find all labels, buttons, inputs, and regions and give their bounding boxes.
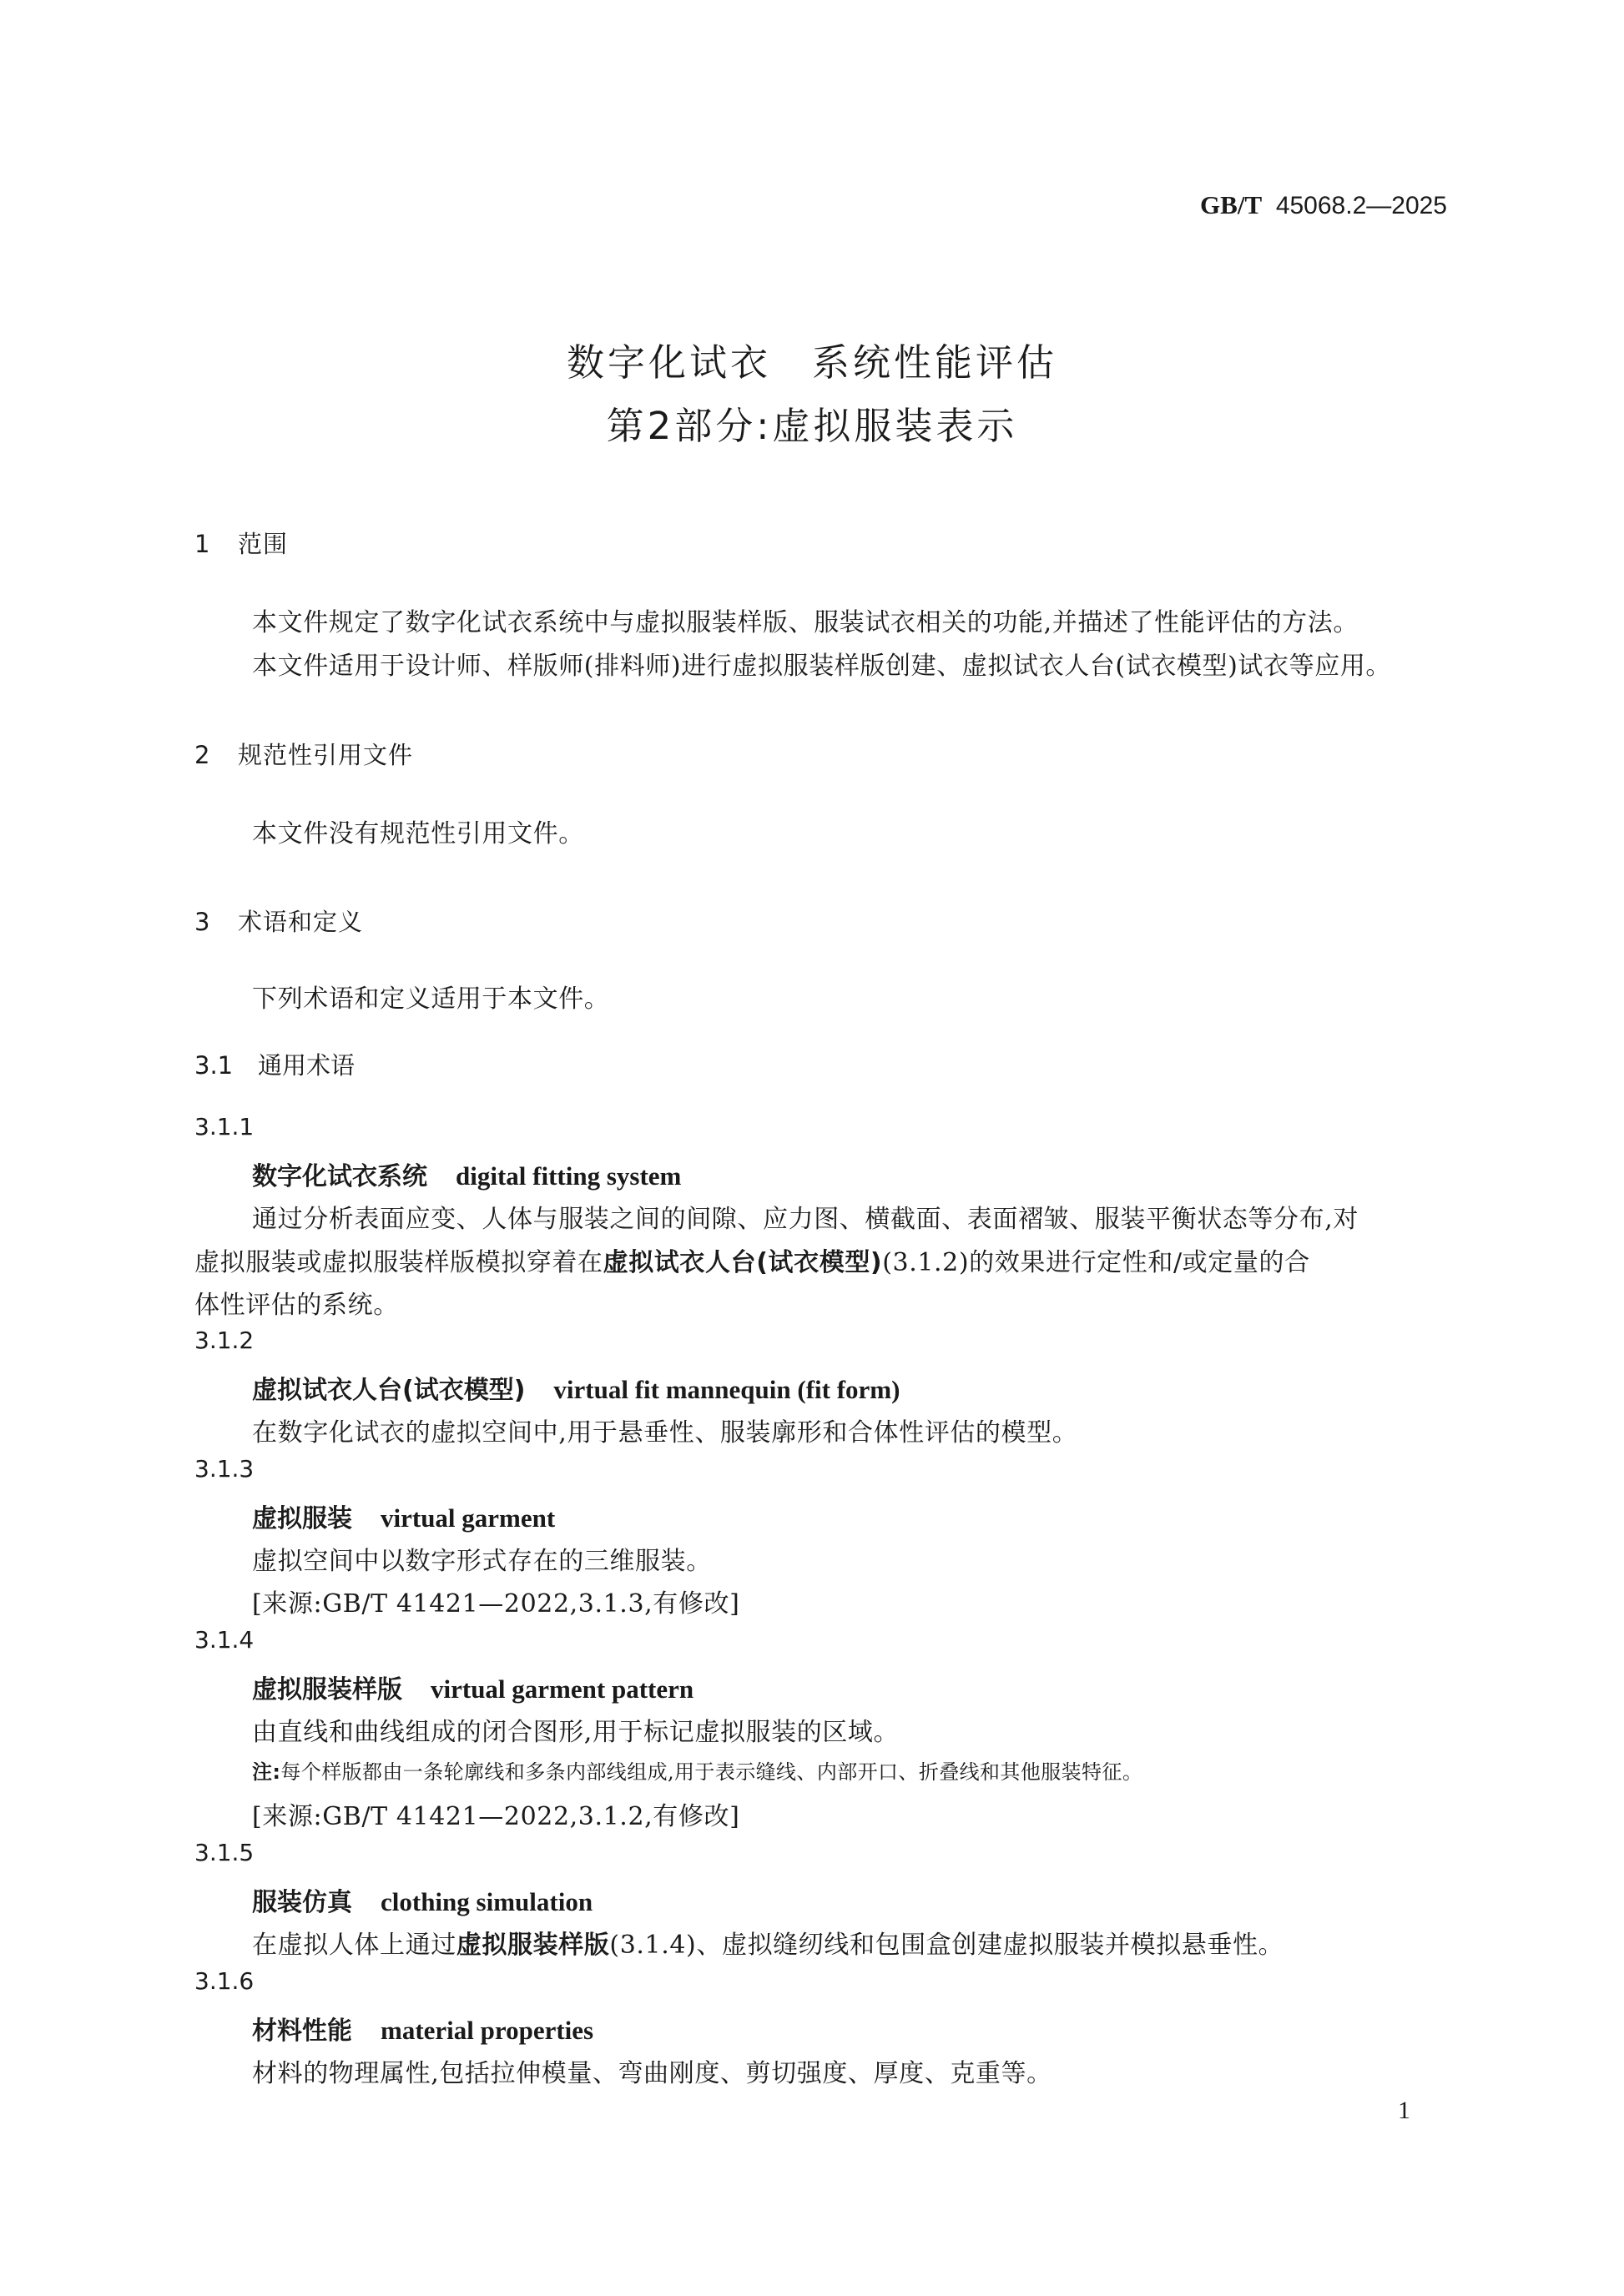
definition-line: 通过分析表面应变、人体与服装之间的间隙、应力图、横截面、表面褶皱、服装平衡状态等分布,对	[252, 1205, 1359, 1234]
term-entry	[252, 2010, 593, 2047]
page-number: 1	[1398, 2097, 1410, 2124]
term-zh: 虚拟服装	[252, 1504, 352, 1533]
subsection-title: 通用术语	[258, 1051, 356, 1080]
term-zh: 材料性能	[252, 2017, 352, 2046]
term-zh: 虚拟试衣人台(试衣模型)	[252, 1376, 526, 1405]
definition-line: 由直线和曲线组成的闭合图形,用于标记虚拟服装的区域。	[252, 1718, 900, 1747]
standard-code	[1200, 190, 1447, 220]
section-title: 术语和定义	[238, 908, 364, 936]
note-text: 每个样版都由一条轮廓线和多条内部线组成,用于表示缝线、内部开口、折叠线和其他服装特征。	[280, 1760, 1143, 1784]
note	[252, 1755, 1142, 1785]
term-number: 3.1.6	[194, 1967, 255, 1995]
paragraph: 下列术语和定义适用于本文件。	[252, 984, 610, 1014]
definition-line: 材料的物理属性,包括拉伸模量、弯曲刚度、剪切强度、厚度、克重等。	[252, 2059, 1052, 2088]
section-title: 范围	[238, 530, 289, 558]
standard-code-prefix: GB/T	[1200, 190, 1263, 219]
definition-text: 在虚拟人体上通过	[252, 1931, 456, 1960]
term-number: 3.1.3	[194, 1455, 255, 1483]
term-zh: 虚拟服装样版	[252, 1675, 402, 1704]
term-en: material properties	[381, 2016, 594, 2045]
definition-line	[252, 1924, 1284, 1961]
source-citation: [来源:GB/T 41421—2022,3.1.2,有修改]	[252, 1802, 740, 1831]
definition-line: 体性评估的系统。	[194, 1291, 399, 1320]
definition-text: (3.1.2)的效果进行定性和/或定量的合	[882, 1248, 1310, 1277]
subsection-heading	[194, 1047, 355, 1081]
paragraph: 本文件适用于设计师、样版师(排料师)进行虚拟服装样版创建、虚拟试衣人台(试衣模型)试衣等应用。	[252, 652, 1392, 681]
section-heading	[194, 737, 413, 771]
term-zh: 服装仿真	[252, 1888, 352, 1917]
definition-text: 虚拟服装或虚拟服装样版模拟穿着在	[194, 1248, 603, 1277]
definition-text: (3.1.4)、虚拟缝纫线和包围盒创建虚拟服装并模拟悬垂性。	[609, 1931, 1284, 1960]
standard-code-number: 45068.2—2025	[1275, 192, 1447, 219]
paragraph: 本文件规定了数字化试衣系统中与虚拟服装样版、服装试衣相关的功能,并描述了性能评估的方法。	[252, 608, 1359, 637]
term-entry	[252, 1498, 555, 1534]
source-citation: [来源:GB/T 41421—2022,3.1.3,有修改]	[252, 1589, 740, 1619]
definition-line	[194, 1241, 1310, 1278]
term-reference: 虚拟服装样版	[456, 1931, 610, 1960]
term-entry	[252, 1669, 693, 1705]
section-title: 规范性引用文件	[238, 741, 414, 769]
term-entry	[252, 1369, 900, 1406]
term-en: virtual fit mannequin (fit form)	[553, 1375, 900, 1404]
term-en: clothing simulation	[381, 1887, 593, 1916]
section-number: 1	[194, 530, 211, 558]
note-label: 注:	[252, 1760, 281, 1784]
document-title: 数字化试衣 系统性能评估	[566, 340, 1057, 385]
definition-line: 虚拟空间中以数字形式存在的三维服装。	[252, 1547, 712, 1576]
term-zh: 数字化试衣系统	[252, 1162, 427, 1191]
term-reference: 虚拟试衣人台(试衣模型)	[603, 1248, 883, 1277]
section-number: 3	[194, 908, 211, 936]
paragraph: 本文件没有规范性引用文件。	[252, 819, 584, 848]
subsection-number: 3.1	[194, 1051, 234, 1080]
term-number: 3.1.4	[194, 1626, 255, 1654]
document-subtitle: 第2部分:虚拟服装表示	[606, 404, 1018, 448]
term-entry	[252, 1156, 681, 1192]
section-heading	[194, 526, 288, 560]
definition-line: 在数字化试衣的虚拟空间中,用于悬垂性、服装廓形和合体性评估的模型。	[252, 1418, 1078, 1448]
term-number: 3.1.2	[194, 1327, 255, 1354]
term-en: virtual garment	[381, 1503, 556, 1533]
term-en: virtual garment pattern	[431, 1674, 694, 1704]
term-number: 3.1.1	[194, 1113, 255, 1140]
section-heading	[194, 904, 363, 938]
term-entry	[252, 1881, 593, 1918]
section-number: 2	[194, 741, 211, 769]
term-number: 3.1.5	[194, 1839, 255, 1866]
term-en: digital fitting system	[456, 1161, 682, 1191]
